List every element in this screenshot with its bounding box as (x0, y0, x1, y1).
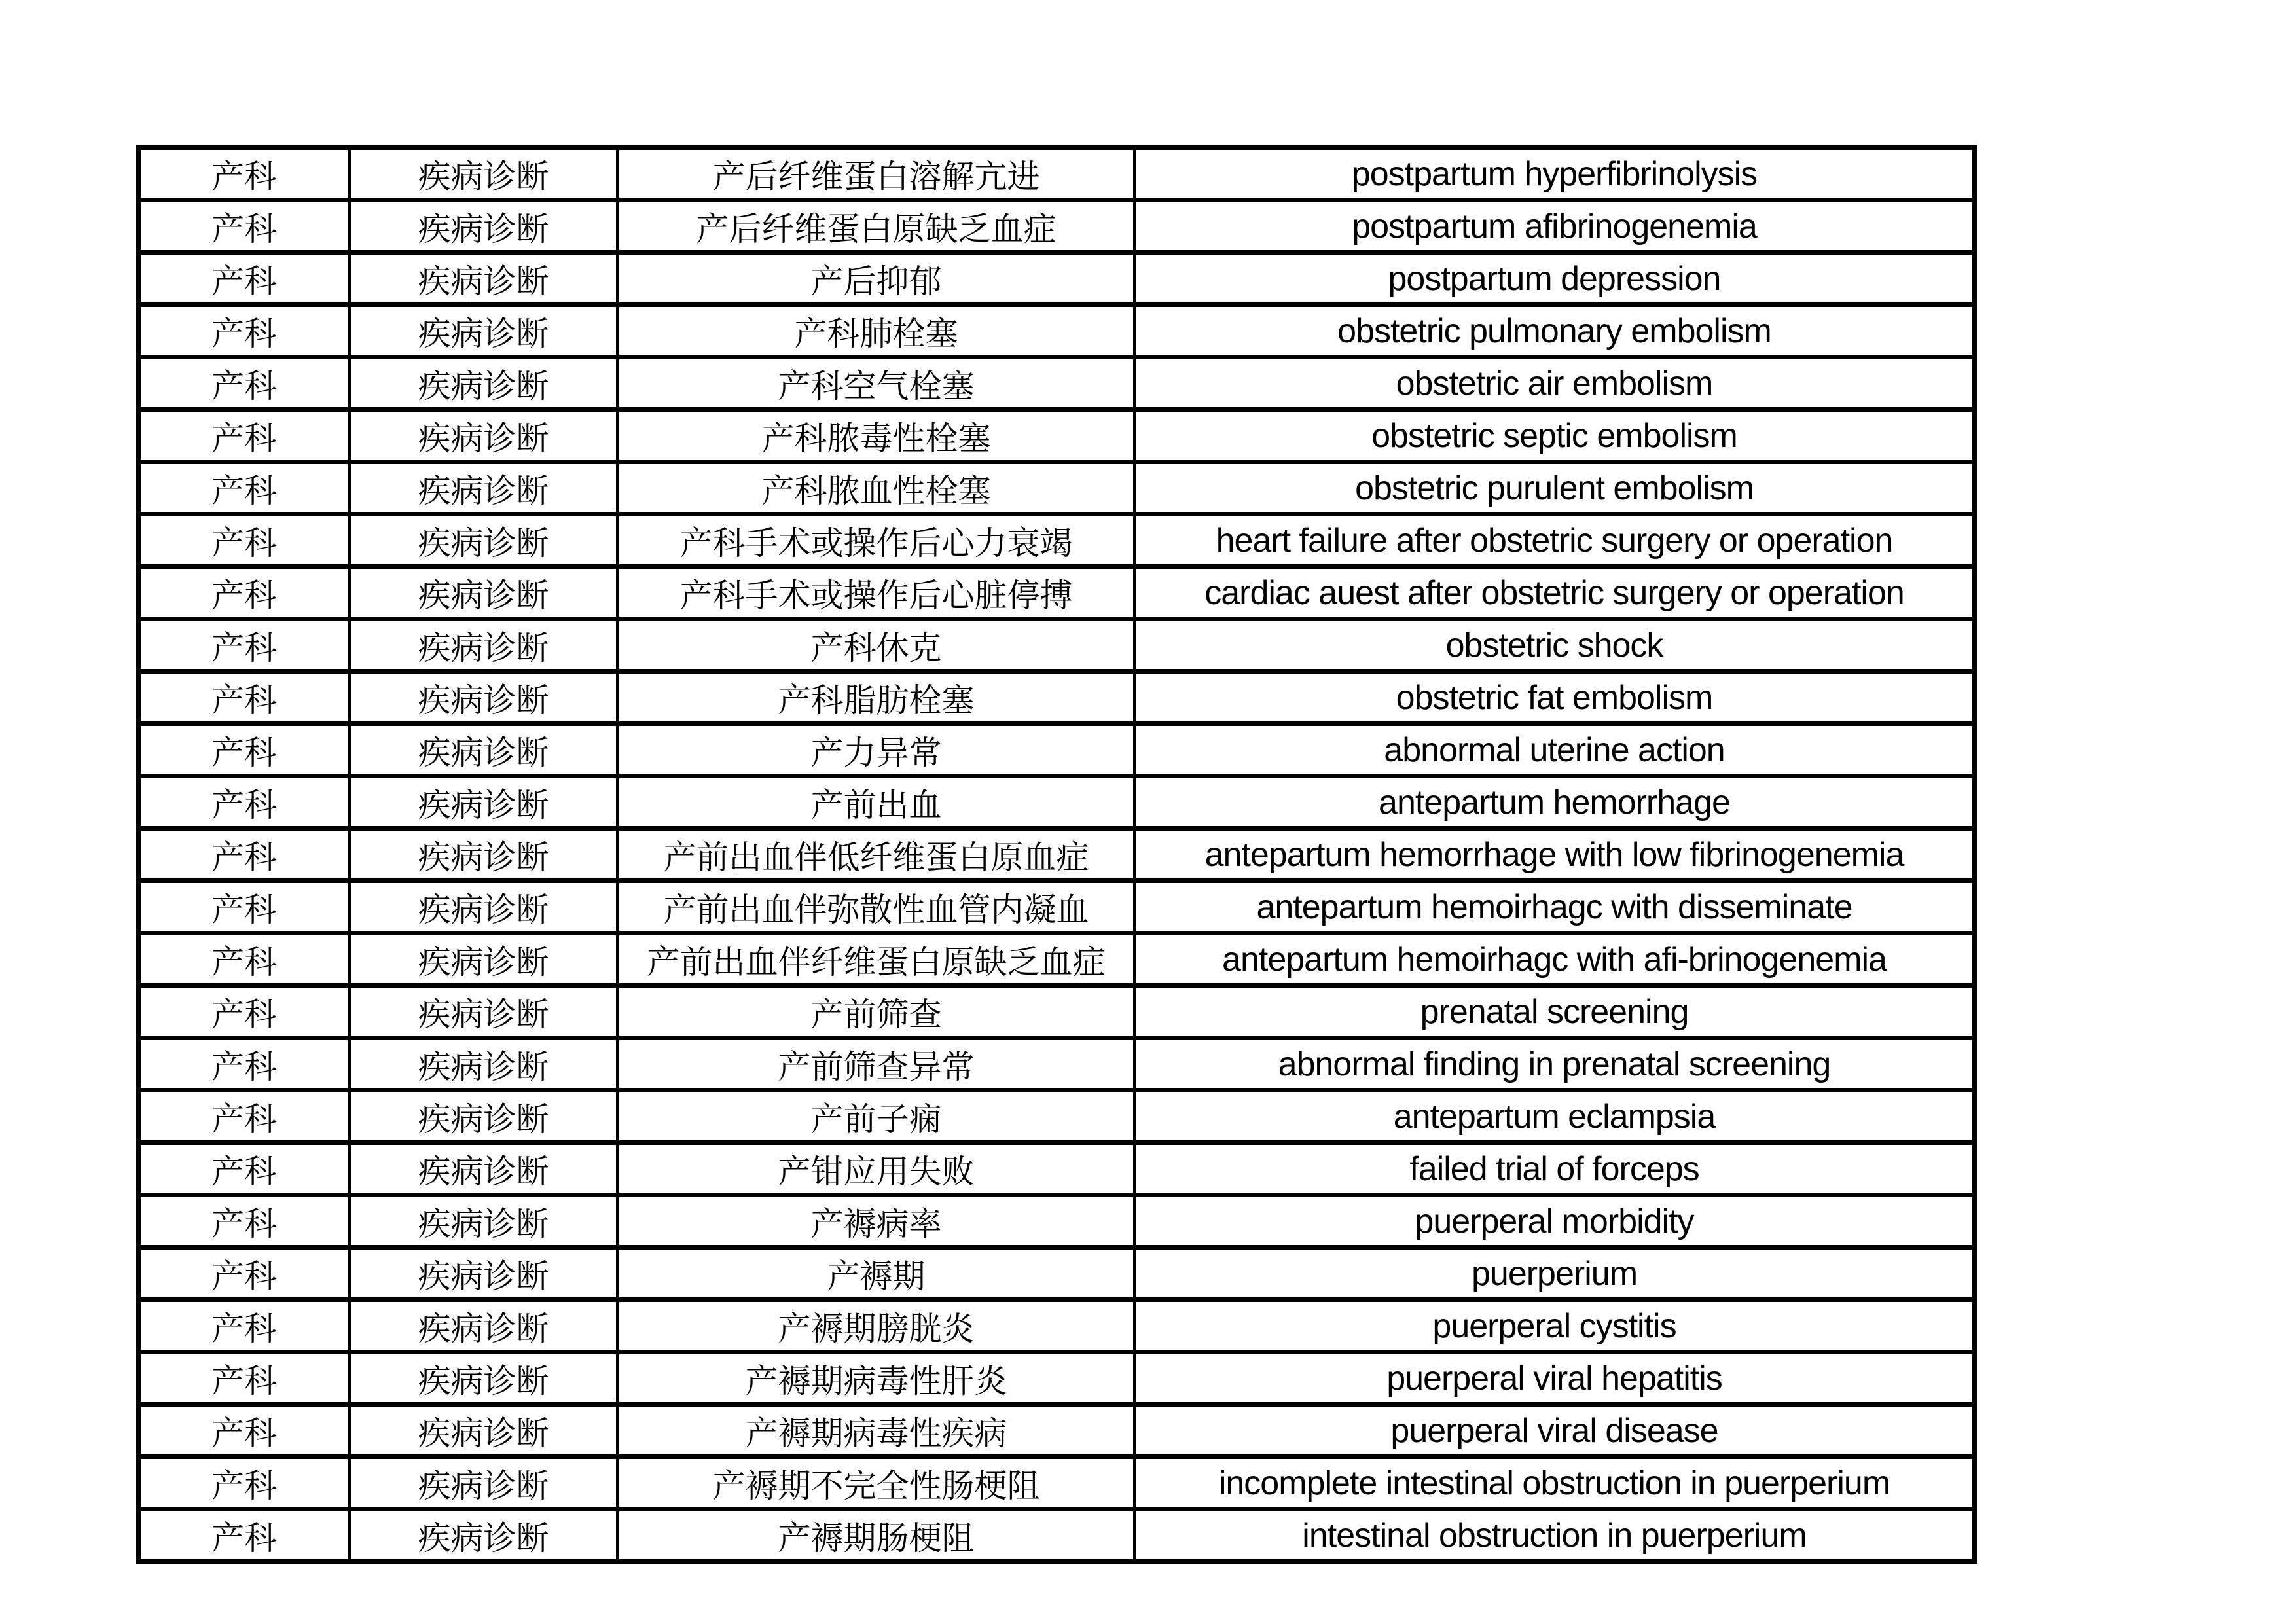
cell-category: 疾病诊断 (350, 1038, 618, 1091)
table-row (139, 1457, 1975, 1509)
table-row (139, 514, 1975, 567)
table-row (139, 357, 1975, 410)
cell-term-en: intestinal obstruction in puerperium (1135, 1509, 1975, 1562)
cell-term-en: antepartum hemoirhagc with afi-brinogenemia (1135, 933, 1975, 986)
table-row (139, 200, 1975, 253)
cell-term-en: puerperal viral hepatitis (1135, 1352, 1975, 1405)
cell-category: 疾病诊断 (350, 1143, 618, 1195)
table-row (139, 253, 1975, 305)
table-row (139, 410, 1975, 462)
cell-dept: 产科 (139, 200, 350, 253)
cell-term-cn: 产前筛查 (618, 986, 1135, 1038)
cell-term-cn: 产科脓血性栓塞 (618, 462, 1135, 514)
cell-dept: 产科 (139, 619, 350, 672)
cell-dept: 产科 (139, 1091, 350, 1143)
cell-dept: 产科 (139, 148, 350, 200)
terminology-table (136, 145, 1977, 1564)
cell-dept: 产科 (139, 1300, 350, 1352)
table-row (139, 986, 1975, 1038)
cell-term-cn: 产褥期病毒性肝炎 (618, 1352, 1135, 1405)
cell-term-en: antepartum hemorrhage (1135, 776, 1975, 829)
table-row (139, 933, 1975, 986)
table-row (139, 1300, 1975, 1352)
table-row (139, 1248, 1975, 1300)
cell-category: 疾病诊断 (350, 1405, 618, 1457)
cell-term-cn: 产钳应用失败 (618, 1143, 1135, 1195)
cell-category: 疾病诊断 (350, 1091, 618, 1143)
cell-dept: 产科 (139, 305, 350, 357)
cell-category: 疾病诊断 (350, 462, 618, 514)
cell-category: 疾病诊断 (350, 986, 618, 1038)
cell-term-cn: 产前筛查异常 (618, 1038, 1135, 1091)
table-row (139, 619, 1975, 672)
table-row (139, 829, 1975, 881)
cell-term-en: antepartum eclampsia (1135, 1091, 1975, 1143)
cell-term-en: obstetric air embolism (1135, 357, 1975, 410)
table-row (139, 305, 1975, 357)
cell-dept: 产科 (139, 514, 350, 567)
table-row (139, 1091, 1975, 1143)
cell-dept: 产科 (139, 986, 350, 1038)
table-row (139, 881, 1975, 933)
cell-category: 疾病诊断 (350, 829, 618, 881)
cell-category: 疾病诊断 (350, 200, 618, 253)
cell-term-en: heart failure after obstetric surgery or operation (1135, 514, 1975, 567)
cell-term-cn: 产褥期病毒性疾病 (618, 1405, 1135, 1457)
cell-category: 疾病诊断 (350, 1300, 618, 1352)
table-row (139, 1405, 1975, 1457)
cell-dept: 产科 (139, 1195, 350, 1248)
cell-term-en: postpartum hyperfibrinolysis (1135, 148, 1975, 200)
cell-term-en: antepartum hemoirhagc with disseminate (1135, 881, 1975, 933)
table-row (139, 567, 1975, 619)
table-row (139, 1352, 1975, 1405)
cell-term-cn: 产褥病率 (618, 1195, 1135, 1248)
cell-dept: 产科 (139, 253, 350, 305)
cell-category: 疾病诊断 (350, 724, 618, 776)
table-row (139, 1143, 1975, 1195)
cell-category: 疾病诊断 (350, 672, 618, 724)
cell-term-en: puerperal viral disease (1135, 1405, 1975, 1457)
cell-category: 疾病诊断 (350, 357, 618, 410)
cell-term-en: obstetric purulent embolism (1135, 462, 1975, 514)
cell-term-cn: 产科休克 (618, 619, 1135, 672)
cell-term-en: postpartum depression (1135, 253, 1975, 305)
cell-term-cn: 产后纤维蛋白原缺乏血症 (618, 200, 1135, 253)
cell-term-cn: 产科脓毒性栓塞 (618, 410, 1135, 462)
cell-term-en: incomplete intestinal obstruction in puerperium (1135, 1457, 1975, 1509)
cell-term-en: abnormal uterine action (1135, 724, 1975, 776)
cell-term-en: failed trial of forceps (1135, 1143, 1975, 1195)
cell-dept: 产科 (139, 1509, 350, 1562)
cell-dept: 产科 (139, 357, 350, 410)
cell-category: 疾病诊断 (350, 1352, 618, 1405)
cell-category: 疾病诊断 (350, 933, 618, 986)
table-row (139, 672, 1975, 724)
cell-dept: 产科 (139, 829, 350, 881)
table-row (139, 1038, 1975, 1091)
cell-category: 疾病诊断 (350, 567, 618, 619)
cell-dept: 产科 (139, 776, 350, 829)
cell-term-cn: 产褥期膀胱炎 (618, 1300, 1135, 1352)
cell-term-en: obstetric shock (1135, 619, 1975, 672)
cell-term-cn: 产前出血 (618, 776, 1135, 829)
cell-term-en: abnormal finding in prenatal screening (1135, 1038, 1975, 1091)
cell-term-cn: 产科手术或操作后心脏停搏 (618, 567, 1135, 619)
cell-category: 疾病诊断 (350, 1509, 618, 1562)
cell-term-cn: 产科空气栓塞 (618, 357, 1135, 410)
cell-category: 疾病诊断 (350, 514, 618, 567)
cell-category: 疾病诊断 (350, 253, 618, 305)
table-row (139, 1195, 1975, 1248)
cell-term-en: postpartum afibrinogenemia (1135, 200, 1975, 253)
table-row (139, 1509, 1975, 1562)
table-body (139, 148, 1975, 1562)
cell-dept: 产科 (139, 1405, 350, 1457)
cell-term-en: obstetric fat embolism (1135, 672, 1975, 724)
cell-category: 疾病诊断 (350, 148, 618, 200)
table-row (139, 148, 1975, 200)
cell-term-en: puerperal cystitis (1135, 1300, 1975, 1352)
cell-term-cn: 产前出血伴纤维蛋白原缺乏血症 (618, 933, 1135, 986)
cell-category: 疾病诊断 (350, 881, 618, 933)
cell-dept: 产科 (139, 410, 350, 462)
cell-term-cn: 产褥期肠梗阻 (618, 1509, 1135, 1562)
table-row (139, 462, 1975, 514)
cell-dept: 产科 (139, 1248, 350, 1300)
cell-term-cn: 产科手术或操作后心力衰竭 (618, 514, 1135, 567)
cell-term-cn: 产力异常 (618, 724, 1135, 776)
cell-term-en: puerperium (1135, 1248, 1975, 1300)
cell-term-en: obstetric septic embolism (1135, 410, 1975, 462)
cell-dept: 产科 (139, 1038, 350, 1091)
cell-dept: 产科 (139, 933, 350, 986)
cell-dept: 产科 (139, 672, 350, 724)
cell-category: 疾病诊断 (350, 305, 618, 357)
cell-dept: 产科 (139, 724, 350, 776)
cell-term-en: obstetric pulmonary embolism (1135, 305, 1975, 357)
cell-category: 疾病诊断 (350, 776, 618, 829)
cell-term-cn: 产前子痫 (618, 1091, 1135, 1143)
cell-term-cn: 产后纤维蛋白溶解亢进 (618, 148, 1135, 200)
cell-term-cn: 产科脂肪栓塞 (618, 672, 1135, 724)
table-row (139, 724, 1975, 776)
cell-category: 疾病诊断 (350, 619, 618, 672)
cell-dept: 产科 (139, 1143, 350, 1195)
cell-term-en: puerperal morbidity (1135, 1195, 1975, 1248)
cell-term-cn: 产前出血伴低纤维蛋白原血症 (618, 829, 1135, 881)
cell-category: 疾病诊断 (350, 1195, 618, 1248)
cell-term-cn: 产前出血伴弥散性血管内凝血 (618, 881, 1135, 933)
cell-category: 疾病诊断 (350, 1457, 618, 1509)
cell-term-en: antepartum hemorrhage with low fibrinogenemia (1135, 829, 1975, 881)
cell-dept: 产科 (139, 567, 350, 619)
cell-dept: 产科 (139, 1457, 350, 1509)
cell-dept: 产科 (139, 881, 350, 933)
cell-term-en: prenatal screening (1135, 986, 1975, 1038)
cell-category: 疾病诊断 (350, 1248, 618, 1300)
cell-term-en: cardiac auest after obstetric surgery or operation (1135, 567, 1975, 619)
cell-term-cn: 产后抑郁 (618, 253, 1135, 305)
table-row (139, 776, 1975, 829)
cell-term-cn: 产科肺栓塞 (618, 305, 1135, 357)
cell-dept: 产科 (139, 1352, 350, 1405)
cell-term-cn: 产褥期 (618, 1248, 1135, 1300)
cell-category: 疾病诊断 (350, 410, 618, 462)
cell-term-cn: 产褥期不完全性肠梗阻 (618, 1457, 1135, 1509)
cell-dept: 产科 (139, 462, 350, 514)
